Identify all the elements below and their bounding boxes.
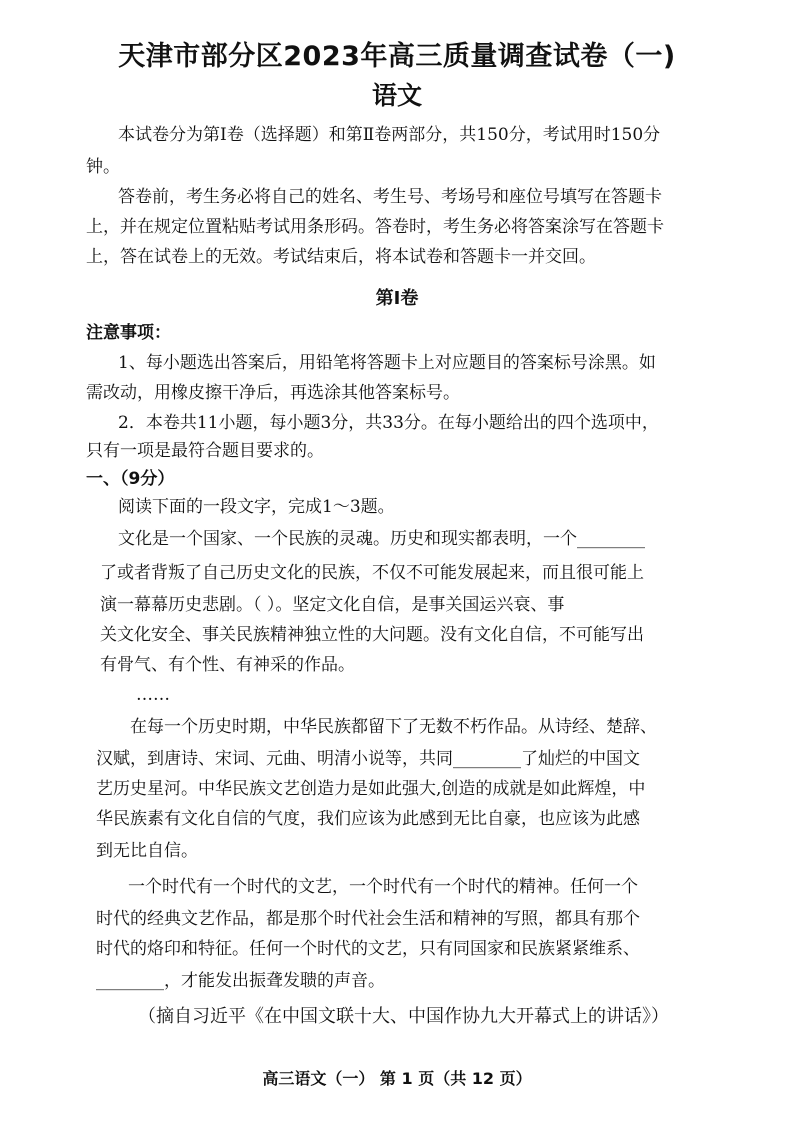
passage-line: ________，才能发出振聋发聩的声音。 xyxy=(96,971,385,991)
notice-line: 需改动，用橡皮擦干净后，再选涂其他答案标号。 xyxy=(86,383,460,403)
notice-line: 只有一项是最符合题目要求的。 xyxy=(86,441,324,461)
passage-line: …… xyxy=(136,685,170,705)
passage-line: 到无比自信。 xyxy=(96,841,198,861)
section-label: 一、（9分） xyxy=(86,469,175,489)
section-instruction: 阅读下面的一段文字，完成1～3题。 xyxy=(118,497,395,517)
passage-line: 演一幕幕历史悲剧。（ ）。坚定文化自信，是事关国运兴衰、事 xyxy=(100,595,565,615)
page-footer: 高三语文（一） 第 1 页（共 12 页） xyxy=(262,1069,532,1088)
passage-line: 汉赋，到唐诗、宋词、元曲、明清小说等，共同________了灿烂的中国文 xyxy=(96,749,640,769)
passage-line: 一个时代有一个时代的文艺，一个时代有一个时代的精神。任何一个 xyxy=(128,877,638,897)
notice-line: 2．本卷共11小题，每小题3分，共33分。在每小题给出的四个选项中， xyxy=(118,413,659,433)
passage-line: 有骨气、有个性、有神采的作品。 xyxy=(100,655,355,675)
notice-line: 1、每小题选出答案后，用铅笔将答题卡上对应题目的答案标号涂黑。如 xyxy=(118,353,656,373)
passage-line: 关文化安全、事关民族精神独立性的大问题。没有文化自信，不可能写出 xyxy=(100,625,644,645)
passage-line: 华民族素有文化自信的气度，我们应该为此感到无比自豪，也应该为此感 xyxy=(96,809,640,829)
intro-line: 答卷前，考生务必将自己的姓名、考生号、考场号和座位号填写在答题卡 xyxy=(118,187,662,207)
passage-line: 时代的经典文艺作品，都是那个时代社会生活和精神的写照，都具有那个 xyxy=(96,909,640,929)
intro-line: 上，并在规定位置粘贴考试用条形码。答卷时，考生务必将答案涂写在答题卡 xyxy=(86,217,664,237)
passage-line: 在每一个历史时期，中华民族都留下了无数不朽作品。从诗经、楚辞、 xyxy=(130,717,657,737)
passage-source: （摘自习近平《在中国文联十大、中国作协九大开幕式上的讲话》） xyxy=(138,1006,669,1027)
passage-line: 时代的烙印和特征。任何一个时代的文艺，只有同国家和民族紧紧维系、 xyxy=(96,939,640,959)
passage-line: 了或者背叛了自己历史文化的民族，不仅不可能发展起来，而且很可能上 xyxy=(100,563,644,583)
intro-line: 本试卷分为第Ⅰ卷（选择题）和第Ⅱ卷两部分，共150分，考试用时150分 xyxy=(118,125,661,145)
intro-line: 上，答在试卷上的无效。考试结束后，将本试卷和答题卡一并交回。 xyxy=(86,247,596,267)
volume-heading: 第Ⅰ卷 xyxy=(375,288,419,309)
passage-line: 文化是一个国家、一个民族的灵魂。历史和现实都表明，一个________ xyxy=(118,529,645,549)
subject-title: 语文 xyxy=(371,81,422,110)
passage-line: 艺历史星河。中华民族文艺创造力是如此强大,创造的成就是如此辉煌，中 xyxy=(96,779,646,799)
notice-label: 注意事项： xyxy=(86,323,171,343)
exam-title: 天津市部分区2023年高三质量调查试卷（一) xyxy=(118,41,676,72)
intro-line: 钟。 xyxy=(86,157,120,177)
